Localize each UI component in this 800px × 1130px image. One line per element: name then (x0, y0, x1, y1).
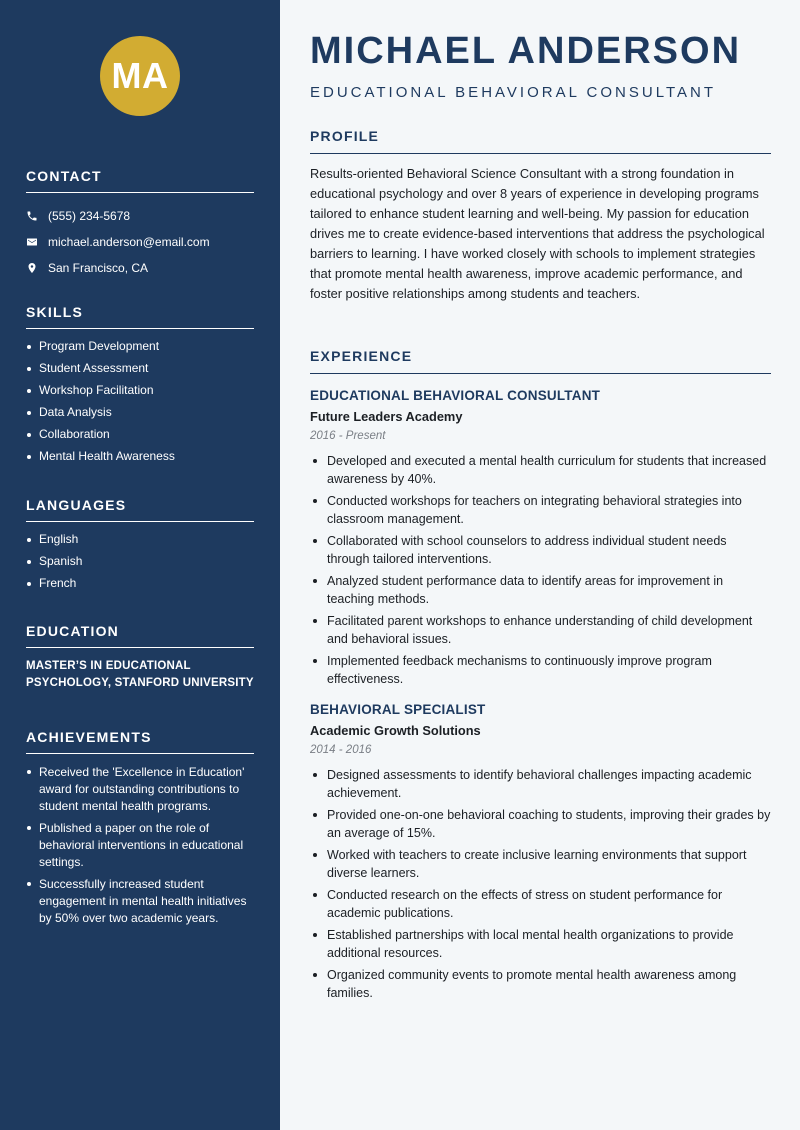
achievement-item: Received the 'Excellence in Education' award for outstanding contributions to student mental health programs. (26, 764, 254, 815)
candidate-role: EDUCATIONAL BEHAVIORAL CONSULTANT (310, 84, 716, 101)
languages-list (26, 532, 254, 591)
profile-section (310, 128, 771, 304)
sidebar (0, 0, 280, 1130)
skill-item: Student Assessment (26, 361, 254, 376)
job-entry (310, 388, 771, 688)
contact-email (26, 229, 254, 255)
experience-heading: EXPERIENCE (310, 348, 771, 374)
job-company: Academic Growth Solutions (310, 723, 481, 738)
job-title: EDUCATIONAL BEHAVIORAL CONSULTANT (310, 388, 601, 403)
skill-item: Data Analysis (26, 405, 254, 420)
phone-icon (26, 210, 38, 222)
languages-heading: LANGUAGES (26, 497, 254, 522)
skill-item: Workshop Facilitation (26, 383, 254, 398)
job-bullet: Organized community events to promote mental health awareness among families. (310, 966, 771, 1002)
job-bullet: Analyzed student performance data to identify areas for improvement in teaching methods. (310, 572, 771, 608)
email-icon (26, 236, 38, 248)
job-bullet: Worked with teachers to create inclusive learning environments that support diverse learners. (310, 846, 771, 882)
job-bullet: Facilitated parent workshops to enhance understanding of child development and behavioral issues. (310, 612, 771, 648)
profile-text: Results-oriented Behavioral Science Consultant with a strong foundation in educational psychology and over 8 years of experience in developing programs tailored to enhance student learning and well-being. My passion for education drives me to create evidence-based interventions that address the psychological barriers to learning. I have worked closely with schools to implement strategies that promote mental health awareness, improve academic performance, and foster positive relationships among students and teachers. (310, 166, 765, 301)
job-bullet: Conducted workshops for teachers on integrating behavioral strategies into classroom management. (310, 492, 771, 528)
job-title: BEHAVIORAL SPECIALIST (310, 702, 486, 717)
job-bullet: Provided one-on-one behavioral coaching to students, improving their grades by an average of 15%. (310, 806, 771, 842)
skills-heading: SKILLS (26, 304, 254, 329)
skill-item: Collaboration (26, 427, 254, 442)
job-entry (310, 702, 771, 1002)
job-bullet: Designed assessments to identify behavioral challenges impacting academic achievement. (310, 766, 771, 802)
contact-phone (26, 203, 254, 229)
skill-item: Program Development (26, 339, 254, 354)
language-item: French (26, 576, 254, 591)
education-heading: EDUCATION (26, 623, 254, 648)
language-item: English (26, 532, 254, 547)
contact-heading: CONTACT (26, 168, 254, 193)
job-bullet: Implemented feedback mechanisms to continuously improve program effectiveness. (310, 652, 771, 688)
location-pin-icon (26, 262, 38, 274)
skills-list (26, 339, 254, 464)
achievements-heading: ACHIEVEMENTS (26, 729, 254, 754)
avatar: MA (100, 36, 180, 116)
job-bullet: Developed and executed a mental health curriculum for students that increased awareness by 40%. (310, 452, 771, 488)
education-section (26, 623, 254, 692)
profile-heading: PROFILE (310, 128, 771, 154)
achievement-item: Published a paper on the role of behavioral interventions in educational settings. (26, 820, 254, 871)
languages-section (26, 497, 254, 598)
achievement-item: Successfully increased student engagement in mental health initiatives by 50% over two academic years. (26, 876, 254, 927)
job-bullets (310, 452, 771, 688)
skills-section (26, 304, 254, 471)
contact-location (26, 255, 254, 281)
skill-item: Mental Health Awareness (26, 449, 254, 464)
job-bullet: Conducted research on the effects of stress on student performance for academic publications. (310, 886, 771, 922)
email-text: michael.anderson@email.com (48, 235, 210, 249)
achievements-list (26, 764, 254, 927)
candidate-name: MICHAEL ANDERSON (310, 30, 742, 72)
experience-section (310, 348, 771, 1006)
job-dates: 2014 - 2016 (310, 744, 372, 756)
phone-text: (555) 234-5678 (48, 209, 131, 223)
contact-section (26, 168, 254, 281)
job-bullet: Established partnerships with local mental health organizations to provide additional resources. (310, 926, 771, 962)
job-bullet: Collaborated with school counselors to address individual student needs through tailored interventions. (310, 532, 771, 568)
job-company: Future Leaders Academy (310, 409, 463, 424)
job-bullets (310, 766, 771, 1002)
education-degree: MASTER’S IN EDUCATIONAL PSYCHOLOGY, STANFORD UNIVERSITY (26, 660, 254, 689)
job-dates: 2016 - Present (310, 430, 386, 442)
achievements-section (26, 729, 254, 932)
location-text: San Francisco, CA (48, 261, 149, 275)
language-item: Spanish (26, 554, 254, 569)
main-content (280, 0, 800, 1130)
